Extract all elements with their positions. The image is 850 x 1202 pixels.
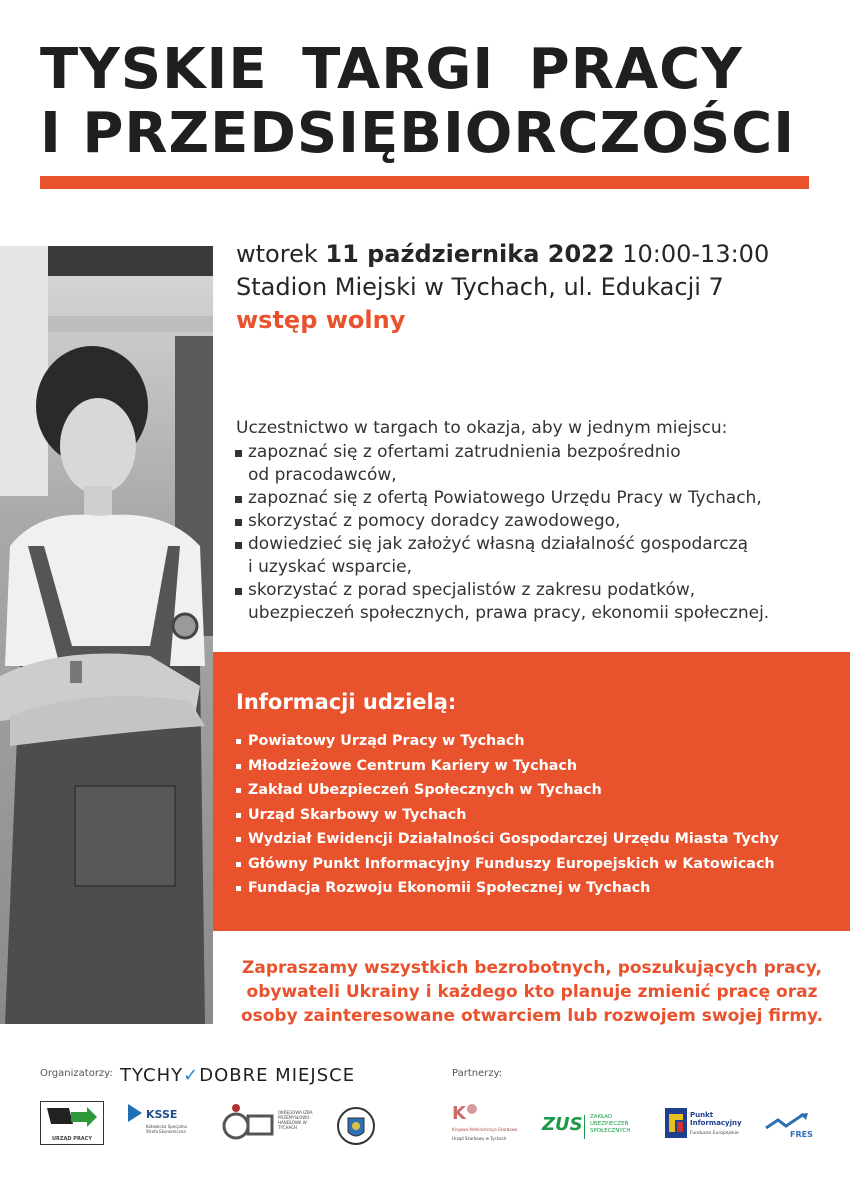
list-item: dowiedzieć się jak założyć własną działalność gospodarczą i uzyskać wsparcie,: [234, 533, 769, 579]
title-line-2: I PRZEDSIĘBIORCZOŚCI: [40, 101, 796, 166]
list-item: skorzystać z pomocy doradcy zawodowego,: [234, 510, 769, 533]
fres-logo-text: FRES: [790, 1130, 813, 1139]
tychy-logo-left: TYCHY: [120, 1065, 184, 1086]
fres-mark-icon: [764, 1112, 818, 1132]
list-item: Główny Punkt Informacyjny Funduszy Europejskich w Katowicach: [236, 852, 779, 877]
izba-logo: [220, 1102, 320, 1140]
check-icon: ✓: [183, 1065, 200, 1086]
event-time: 10:00-13:00: [622, 240, 770, 268]
izba-logo-text: OKRĘGOWA IZBA PRZEMYSŁOWO-HANDLOWA W TYCHACH: [278, 1110, 313, 1130]
list-item: Wydział Ewidencji Działalności Gospodarczej Urzędu Miasta Tychy: [236, 827, 779, 852]
info-heading: Informacji udzielą:: [236, 690, 457, 714]
kas-logo-sub: Urząd Skarbowy w Tychach: [452, 1136, 507, 1141]
poster-title: [40, 38, 830, 166]
event-day: wtorek: [236, 240, 318, 268]
zus-divider: [584, 1115, 585, 1139]
ksse-mark-icon: [126, 1102, 144, 1124]
list-item: Zakład Ubezpieczeń Społecznych w Tychach: [236, 778, 779, 803]
eu-flag-icon: [665, 1108, 687, 1138]
list-item: Fundacja Rozwoju Ekonomii Społecznej w Tychach: [236, 876, 779, 901]
event-details: [236, 238, 769, 337]
ksse-logo: [126, 1102, 186, 1140]
tychy-logo-right: DOBRE MIEJSCE: [199, 1065, 356, 1086]
zus-logo-sub: ZAKŁAD UBEZPIECZEŃ SPOŁECZNYCH: [590, 1114, 631, 1134]
event-entry: wstęp wolny: [236, 306, 406, 334]
ksse-logo-text: KSSE: [146, 1108, 178, 1121]
arrow-icon: [41, 1102, 103, 1132]
pup-logo: [40, 1101, 104, 1145]
crest-logo: [337, 1104, 375, 1148]
organizers-label: Organizatorzy:: [40, 1068, 113, 1079]
info-list: [236, 729, 779, 901]
invitation-text: Zapraszamy wszystkich bezrobotnych, poszukujących pracy, obywateli Ukrainy i każdego kto planuje zmienić pracę oraz osoby zainteresowane otwarciem lub rozwojem swojej firmy.: [240, 958, 824, 1026]
intro-text: Uczestnictwo w targach to okazja, aby w jednym miejscu:: [236, 418, 728, 438]
title-line-1: TYSKIE TARGI PRACY: [40, 37, 743, 102]
event-date: 11 października 2022: [325, 240, 615, 268]
list-item: zapoznać się z ofertą Powiatowego Urzędu Pracy w Tychach,: [234, 487, 769, 510]
pup-logo-text: URZĄD PRACY: [52, 1136, 92, 1142]
woman-photo: [0, 246, 213, 1024]
partners-label: Partnerzy:: [452, 1068, 503, 1079]
fe-logo: [665, 1108, 745, 1142]
event-date-line: [236, 238, 769, 271]
fe-logo-text: Punkt Informacyjny: [690, 1111, 742, 1127]
list-item: Młodzieżowe Centrum Kariery w Tychach: [236, 754, 779, 779]
ksse-logo-sub: Katowicka Specjalna Strefa Ekonomiczna: [146, 1124, 187, 1134]
fe-logo-sub: Fundusze Europejskie: [690, 1131, 739, 1136]
list-item: skorzystać z porad specjalistów z zakresu podatków, ubezpieczeń społecznych, prawa pracy, ekonomii społecznej.: [234, 579, 769, 625]
zus-logo: [542, 1114, 642, 1142]
list-item: Powiatowy Urząd Pracy w Tychach: [236, 729, 779, 754]
izba-mark-icon: [220, 1102, 276, 1140]
crest-icon: [337, 1104, 375, 1148]
list-item: Urząd Skarbowy w Tychach: [236, 803, 779, 828]
svg-text:K: K: [452, 1103, 466, 1123]
tychy-logo: [120, 1065, 355, 1086]
kas-logo: [452, 1101, 522, 1153]
list-item: zapoznać się z ofertami zatrudnienia bezpośrednio od pracodawców,: [234, 441, 769, 487]
kas-logo-text: Krajowa Administracja Skarbowa: [452, 1127, 518, 1132]
fres-logo: [764, 1112, 818, 1142]
zus-logo-text: ZUS: [542, 1114, 583, 1135]
title-underline: [40, 176, 809, 189]
event-place: Stadion Miejski w Tychach, ul. Edukacji 7: [236, 273, 724, 301]
kas-mark-icon: [452, 1101, 482, 1123]
benefits-list: [234, 441, 769, 625]
